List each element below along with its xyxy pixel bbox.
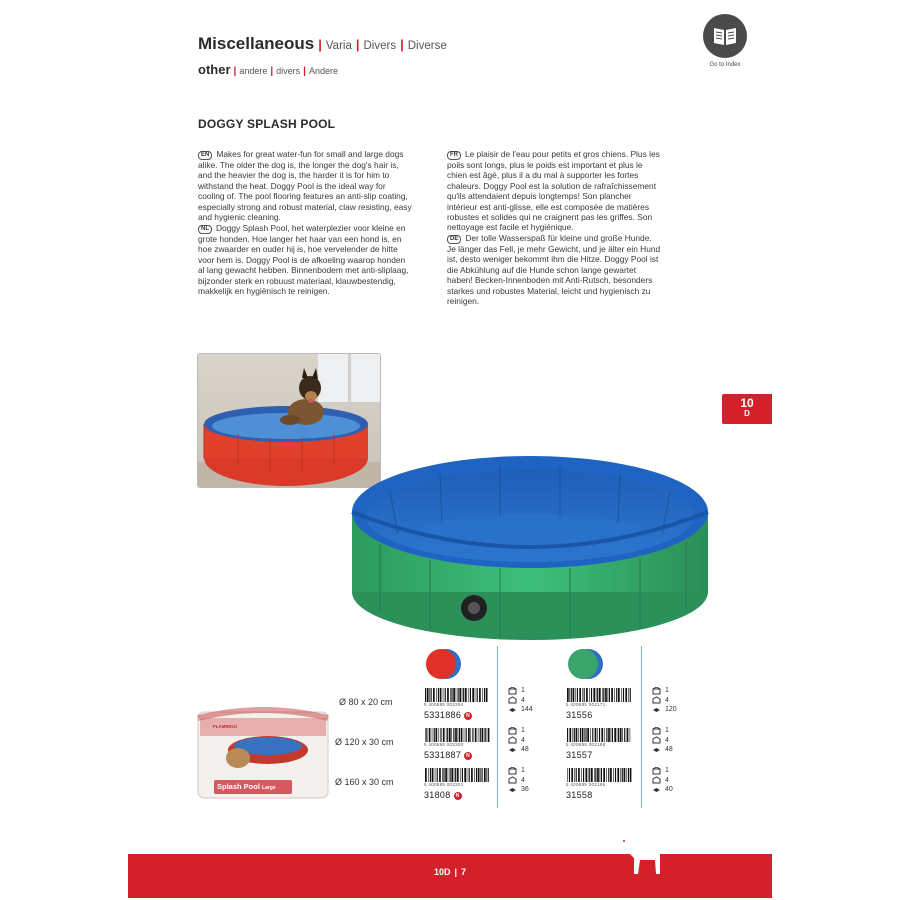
- unit-box-icon: [508, 687, 517, 695]
- product-photo-package: [196, 700, 330, 800]
- section-tab-letter: D: [744, 409, 750, 418]
- description-fr-text: Le plaisir de l'eau pour petits et gros chiens. Plus les poils sont longs, plus le poids est important et plus le chien est âgé, plus il a du mal à supporter les fortes chaleurs. Doggy Pool est la solution de rafraîchissement qu'ils attendaient depuis longtemps! Son plancher intérieur est anti-glisse, elle est composée de matières robustes et solides qui ne craignent pas les griffes. Son nettoyage est facile et hygiénique.: [447, 149, 660, 233]
- unit-box-icon: [508, 767, 517, 775]
- unit-box-icon: [652, 727, 661, 735]
- description-en: [198, 149, 412, 222]
- new-badge: N: [464, 752, 472, 760]
- description-nl: [198, 223, 412, 296]
- pallet-icon: [508, 706, 517, 714]
- inner-box-icon: [652, 736, 661, 744]
- product-code: 31557: [566, 750, 593, 760]
- pack-info: 1 4 144: [508, 686, 533, 715]
- barcode-number: 5 400585 002201: [424, 782, 464, 787]
- variant-size: Ø 120 x 30 cm: [335, 737, 394, 747]
- barcode-number: 5 400585 002195: [566, 782, 606, 787]
- swatch-red[interactable]: [424, 648, 464, 680]
- inner-box-icon: [652, 776, 661, 784]
- product-code: 5331886 N: [424, 710, 472, 720]
- section-tab[interactable]: [722, 394, 772, 424]
- category-title-nl: Varia: [325, 40, 352, 52]
- barcode-number: 5 400585 002300: [424, 742, 464, 747]
- description-fr: [447, 149, 661, 233]
- book-icon: [703, 14, 747, 58]
- lang-badge-en: EN: [198, 151, 212, 160]
- pack-info: 1 4 40: [652, 766, 673, 795]
- dog-silhouette-icon: [610, 830, 670, 886]
- pallet-icon: [652, 786, 661, 794]
- description-de-text: Der tolle Wasserspaß für kleine und große Hunde. Je länger das Fell, je mehr Gewicht, und je älter ein Hund ist, desto weniger bekommt ihm die Hitze. Doggy Pool ist die Abkühlung auf die Hunde schon lange gewartet haben! Becken-Innenboden mit Anti-Rutsch, besonders starkes und robustes Material, leicht und hygienisch zu reinigen.: [447, 233, 661, 307]
- product-code: 31558: [566, 790, 593, 800]
- pallet-icon: [508, 786, 517, 794]
- go-to-index-button[interactable]: [700, 14, 750, 68]
- pack-info: 1 4 48: [508, 726, 529, 755]
- new-badge: N: [454, 792, 462, 800]
- pack-info: 1 4 36: [508, 766, 529, 795]
- pallet-icon: [508, 746, 517, 754]
- product-code: 31556: [566, 710, 593, 720]
- subcategory-title: other: [198, 62, 231, 77]
- unit-box-icon: [508, 727, 517, 735]
- subcategory-title-de: Andere: [308, 66, 339, 76]
- description-de: [447, 233, 661, 306]
- variant-size: Ø 80 x 20 cm: [339, 697, 393, 707]
- subcategory-title-nl: andere: [239, 66, 268, 76]
- unit-box-icon: [652, 687, 661, 695]
- barcode-number: 5 400585 002171: [566, 702, 606, 707]
- barcode-number: 5 400585 002188: [566, 742, 606, 747]
- product-photo-green-pool: [350, 452, 710, 642]
- pack-info: 1 4 120: [652, 686, 677, 715]
- pack-info: 1 4 48: [652, 726, 673, 755]
- inner-box-icon: [652, 696, 661, 704]
- page-subtitle: other | andere | divers | Andere: [198, 62, 339, 77]
- inner-box-icon: [508, 696, 517, 704]
- new-badge: N: [464, 712, 472, 720]
- product-code: 31808 N: [424, 790, 462, 800]
- inner-box-icon: [508, 736, 517, 744]
- lang-badge-de: DE: [447, 235, 461, 244]
- barcode-number: 5 400585 002294: [424, 702, 464, 707]
- swatch-green[interactable]: [566, 648, 606, 680]
- lang-badge-nl: NL: [198, 225, 212, 234]
- lang-badge-fr: FR: [447, 151, 461, 160]
- page-number: 10D | 7: [433, 867, 467, 877]
- footer-page: 7: [461, 867, 467, 877]
- category-title-fr: Divers: [363, 40, 397, 52]
- product-code: 5331887 N: [424, 750, 472, 760]
- description-en-text: Makes for great water-fun for small and large dogs alike. The older the dog is, the longer the dog's hair is, and the heavier the dog is, the harder it is for him to withstand the heat. Doggy Pool is the ideal way for cooling of. The pool flooring features an anti-slip coating, especially strong and robust material, claw resisting, easy and hygienic cleaning.: [198, 149, 412, 223]
- description-nl-text: Doggy Splash Pool, het waterplezier voor kleine en grote honden. Hoe langer het haar van een hond is, en hoe zwaarder en ouder hij is, hoe vervelender de hitte voor hem is. Doggy Pool is de afkoeling waarop honden al lang gewacht hebben. Binnenbodem met anti-sliplaag, bijzonder sterk en robuust materiaal, klauwbestendig, makkelijk en hygiënisch te reinigen.: [198, 223, 409, 297]
- pallet-icon: [652, 746, 661, 754]
- category-title-de: Diverse: [407, 40, 447, 52]
- unit-box-icon: [652, 767, 661, 775]
- page-title: Miscellaneous | Varia | Divers | Diverse: [198, 34, 447, 53]
- variant-size: Ø 160 x 30 cm: [335, 777, 394, 787]
- footer-section: 10D: [433, 867, 451, 877]
- subcategory-title-fr: divers: [276, 66, 301, 76]
- package-brand: FLAMINGO: [213, 724, 237, 729]
- package-label: Splash Pool Large: [217, 782, 276, 791]
- section-tab-number: 10: [740, 396, 754, 410]
- column-divider: [497, 646, 498, 808]
- pallet-icon: [652, 706, 661, 714]
- inner-box-icon: [508, 776, 517, 784]
- column-divider: [641, 646, 642, 808]
- go-to-index-label: Go to Index: [709, 62, 741, 68]
- product-title: DOGGY SPLASH POOL: [198, 117, 336, 131]
- category-title: Miscellaneous: [198, 34, 315, 53]
